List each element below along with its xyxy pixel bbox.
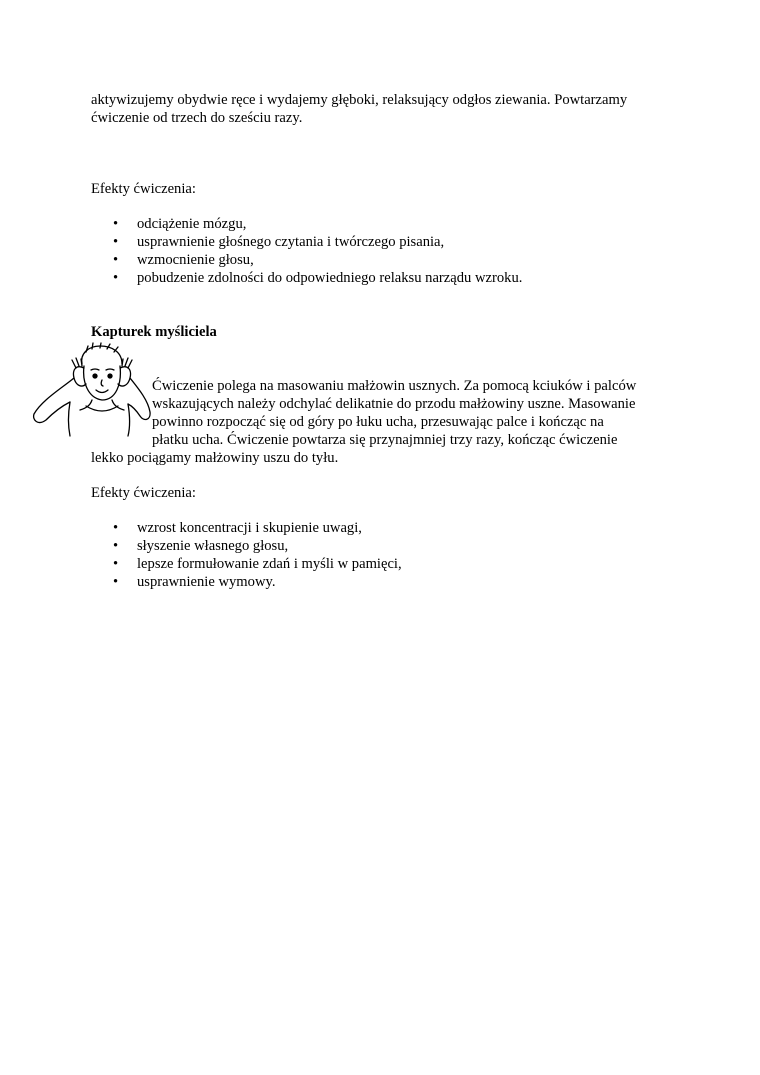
list-item [91, 519, 402, 537]
effects-list-2 [91, 519, 402, 591]
list-item-text: wzmocnienie głosu, [137, 252, 254, 268]
list-item [91, 555, 402, 573]
description-line-1: Ćwiczenie polega na masowaniu małżowin usznych. Za pomocą kciuków i palców [152, 378, 637, 394]
description-line-4: płatku ucha. Ćwiczenie powtarza się przynajmniej trzy razy, kończąc ćwiczenie [152, 432, 618, 448]
description-line-2: wskazujących należy odchylać delikatnie do przodu małżowiny uszne. Masowanie [152, 396, 636, 412]
list-item-text: lepsze formułowanie zdań i myśli w pamięci, [137, 556, 402, 572]
bullet-icon: • [113, 216, 119, 232]
effects-label-1: Efekty ćwiczenia: [91, 181, 196, 197]
list-item-text: odciążenie mózgu, [137, 216, 247, 232]
list-item-text: usprawnienie głośnego czytania i twórczego pisania, [137, 234, 445, 250]
bullet-icon: • [113, 538, 119, 554]
list-item-text: słyszenie własnego głosu, [137, 538, 289, 554]
list-item [91, 251, 522, 269]
effects-list-1 [91, 215, 522, 287]
child-covering-ears-illustration [30, 342, 154, 438]
list-item [91, 215, 522, 233]
bullet-icon: • [113, 520, 119, 536]
intro-line-2: ćwiczenie od trzech do sześciu razy. [91, 110, 303, 126]
intro-paragraph [91, 91, 671, 127]
bullet-icon: • [113, 270, 119, 286]
description-line-5: lekko pociągamy małżowiny uszu do tyłu. [91, 450, 339, 466]
list-item [91, 573, 402, 591]
intro-line-1: aktywizujemy obydwie ręce i wydajemy głęboki, relaksujący odgłos ziewania. Powtarzamy [91, 92, 628, 108]
description-line-3: powinno rozpocząć się od góry po łuku ucha, przesuwając palce i kończąc na [152, 414, 604, 430]
list-item-text: wzrost koncentracji i skupienie uwagi, [137, 520, 362, 536]
bullet-icon: • [113, 556, 119, 572]
effects-label-2: Efekty ćwiczenia: [91, 485, 196, 501]
list-item [91, 537, 402, 555]
bullet-icon: • [113, 252, 119, 268]
list-item [91, 269, 522, 287]
bullet-icon: • [113, 234, 119, 250]
bullet-icon: • [113, 574, 119, 590]
list-item-text: usprawnienie wymowy. [137, 574, 276, 590]
list-item-text: pobudzenie zdolności do odpowiedniego relaksu narządu wzroku. [137, 270, 523, 286]
section-heading: Kapturek myśliciela [91, 324, 217, 340]
list-item [91, 233, 522, 251]
